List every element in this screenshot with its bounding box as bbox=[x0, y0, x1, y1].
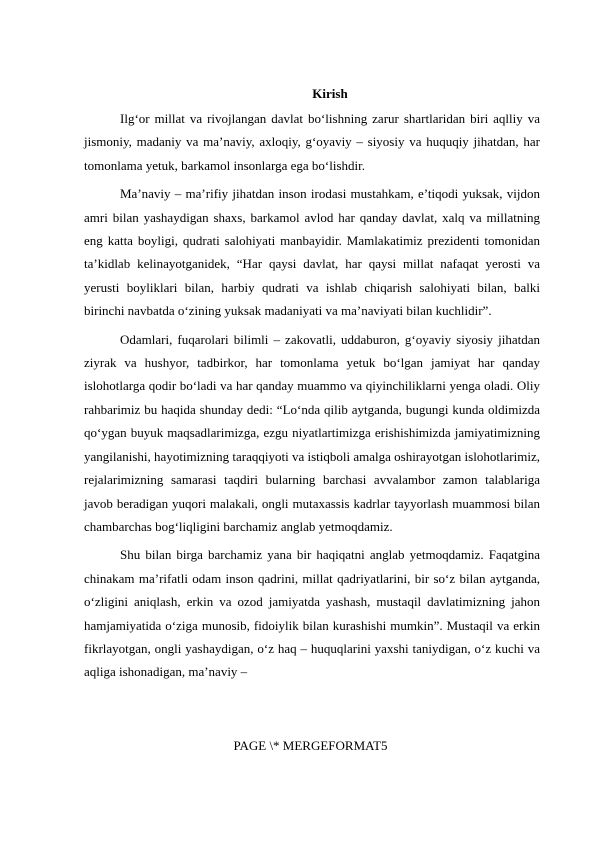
document-page bbox=[84, 84, 540, 689]
paragraph-3: Odamlari, fuqarolari bilimli – zakovatli, uddaburon, g‘oyaviy siyosiy jihatdan ziyrak va hushyor, tadbirkor, har tomonlama yetuk bo‘lgan jamiyat har qanday islohotlarga qodir bo‘ladi va har qanday muammo va qiyinchiliklarni yenga oladi. Oliy rahbarimiz bu haqida shunday dedi: “Lo‘nda qilib aytganda, bugungi kunda oldimizda qo‘ygan buyuk maqsadlarimizga, ezgu niyatlartimizga erishishimizda jamiyatimizning yangilanishi, hayotimizning taraqqiyoti va istiqboli amalga oshirayotgan islohotlarimiz, rejalarimizning samarasi taqdiri bularning barchasi avvalambor zamon talablariga javob beradigan yuqori malakali, ongli mutaxassis kadrlar tayyorlash muammosi bilan chambarchas bog‘liqligini barchamiz anglab yetmoqdamiz. bbox=[84, 331, 540, 534]
document-title: Kirish bbox=[312, 86, 348, 101]
paragraph-2: Ma’naviy – ma’rifiy jihatdan inson irodasi mustahkam, e’tiqodi yuksak, vijdon amri bilan yashaydigan shaxs, barkamol avlod har qanday davlat, xalq va millatning eng katta boyligi, qudrati salohiyati manbayidir. Mamlakatimiz prezidenti tomonidan ta’kidlab kelinayotganidek, “Har qaysi davlat, har qaysi millat nafaqat yerosti va yerusti boyliklari bilan, harbiy qudrati va ishlab chiqarish salohiyati bilan, balki birinchi navbatda o‘zining yuksak madaniyati va ma’naviyati bilan kuchlidir”. bbox=[84, 186, 540, 319]
page-footer: PAGE \* MERGEFORMAT5 bbox=[233, 738, 388, 753]
paragraph-1: Ilg‘or millat va rivojlangan davlat bo‘lishning zarur shartlaridan biri aqlliy va jismoniy, madaniy va ma’naviy, axloqiy, g‘oyaviy – siyosiy va huquqiy jihatdan, har tomonlama yetuk, barkamol insonlarga ega bo‘lishdir. bbox=[84, 111, 540, 173]
paragraph-4: Shu bilan birga barchamiz yana bir haqiqatni anglab yetmoqdamiz. Faqatgina chinakam ma’rifatli odam inson qadrini, millat qadriyatlarini, bir so‘z bilan aytganda, o‘zligini aniqlash, erkin va ozod jamiyatda yashash, mustaqil davlatimizning jahon hamjamiyatida o‘ziga munosib, fidoiylik bilan kurashishi mumkin”. Mustaqil va erkin fikrlayotgan, ongli yashaydigan, o‘z haq – huquqlarini yaxshi taniydigan, o‘z kuchi va aqliga ishonadigan, ma’naviy – bbox=[84, 547, 540, 680]
